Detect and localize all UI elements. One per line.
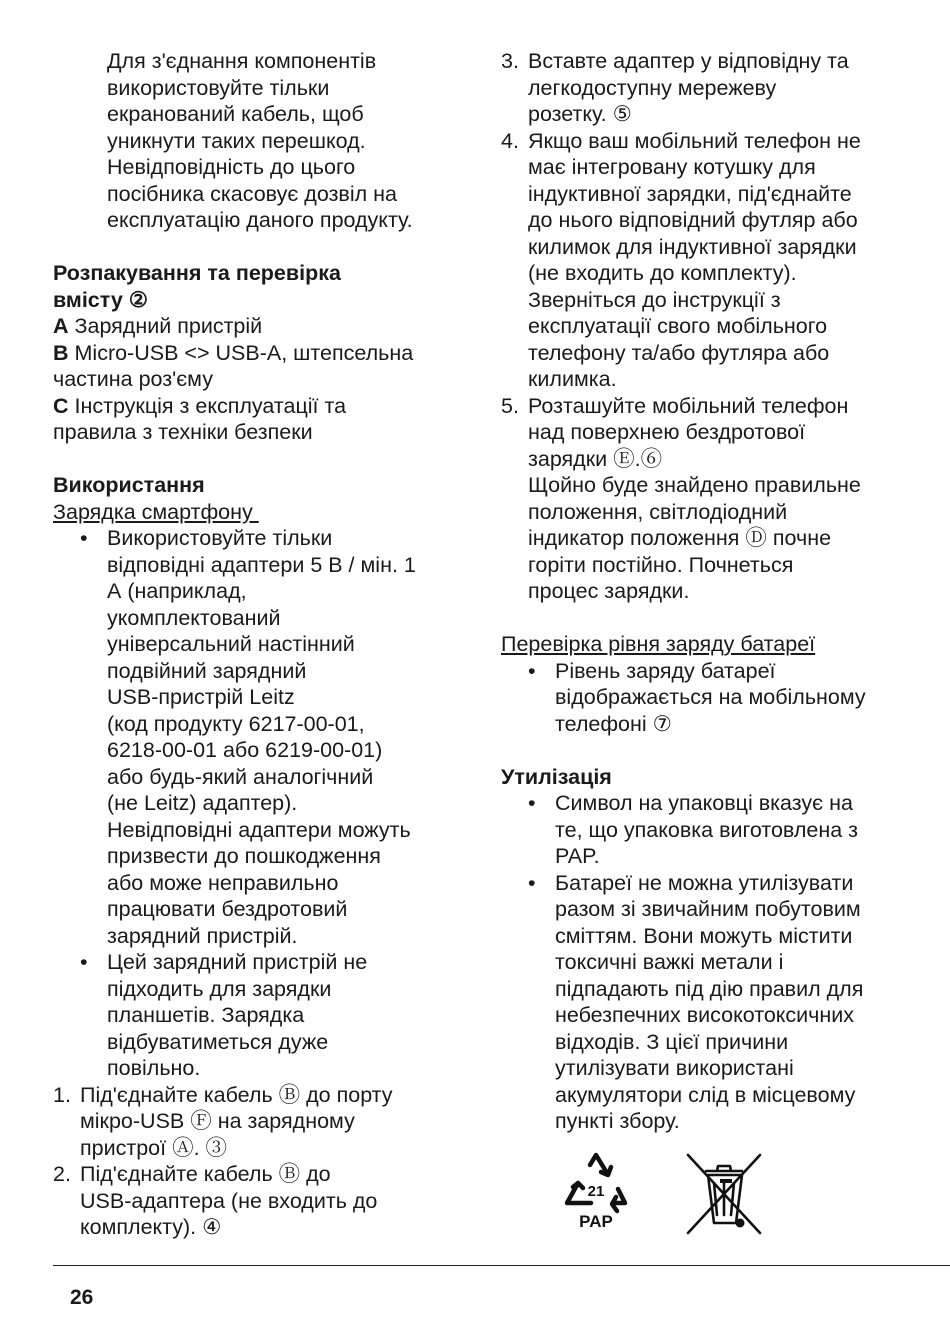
text-line: Невідповідність до цього: [107, 155, 356, 179]
numbered-step: [53, 1082, 458, 1162]
spacer: [501, 737, 911, 764]
item-label: B: [53, 340, 69, 365]
battery-check-section: [501, 631, 911, 737]
text-line: USB-пристрій Leitz: [107, 685, 295, 709]
bullet-item: [501, 870, 911, 1135]
bullet-icon: •: [80, 950, 88, 974]
bullet-icon: •: [528, 658, 536, 683]
text-line: USB-адаптера (не входить до: [80, 1188, 378, 1213]
text-line: комплекту). ④: [80, 1215, 222, 1239]
text-line: телефоні ⑦: [555, 711, 672, 736]
page-number: 26: [70, 1286, 94, 1309]
text-line: сміттям. Вони можуть містити: [555, 923, 853, 948]
recycling-triangle-icon: [563, 1151, 629, 1237]
footer-divider: [53, 1265, 950, 1266]
text-line: правила з техніки безпеки: [53, 420, 313, 444]
step-number: 4.: [501, 128, 519, 153]
text-line: килимка.: [528, 367, 617, 391]
subsection-heading: Перевірка рівня заряду батареї: [501, 632, 816, 656]
text-line: легкодоступну мережеву: [528, 75, 777, 100]
text-line: підпадають під дію правил для: [555, 976, 864, 1001]
text-line: посібника скасовує дозвіл на: [107, 181, 397, 206]
text-line: положення, світлодіодний: [528, 499, 788, 524]
subsection-heading: Зарядка смартфону: [53, 499, 259, 524]
text-line: призвести до пошкодження: [107, 844, 381, 868]
text-line: Для з'єднання компонентів: [107, 49, 377, 73]
text-line: телефону та/або футляра або: [528, 340, 830, 365]
text-line: пристрої Ⓐ. ③: [80, 1135, 228, 1160]
disposal-symbols: [501, 1151, 911, 1241]
text-line: частина роз'єму: [53, 367, 213, 391]
recycle-number: 21: [587, 1182, 605, 1200]
item-label: A: [53, 314, 69, 338]
text-line: універсальний настінний: [107, 632, 355, 656]
section-heading: Використання: [53, 473, 205, 497]
text-line: або будь-який аналогічний: [107, 764, 374, 789]
text-line: подвійний зарядний: [107, 658, 307, 683]
text-line: відповідні адаптери 5 В / мін. 1: [107, 552, 416, 577]
text-line: Під'єднайте кабель Ⓑ до: [80, 1162, 331, 1186]
right-column: [501, 48, 911, 1241]
bullet-item: [53, 525, 458, 949]
text-line: уникнути таких перешкод.: [107, 128, 366, 153]
recycle-label: PAP: [579, 1211, 613, 1231]
section-heading: Утилізація: [501, 764, 612, 789]
bullet-icon: •: [528, 870, 536, 895]
text-line: експлуатацію даного продукту.: [107, 208, 413, 232]
bullet-icon: •: [80, 526, 88, 550]
text-line: Невідповідні адаптери можуть: [107, 817, 411, 842]
text-line: підходить для зарядки: [107, 976, 332, 1001]
text-line: планшетів. Зарядка: [107, 1003, 305, 1027]
numbered-step: [501, 393, 911, 605]
text-line: відходів. З цієї причини: [555, 1029, 789, 1054]
numbered-step: [501, 48, 911, 128]
text-line: Якщо ваш мобільний телефон не: [528, 128, 861, 153]
text-line: мікро-USB Ⓕ на зарядному: [80, 1109, 355, 1133]
text-line: пункті збору.: [555, 1109, 680, 1133]
intro-paragraph: [53, 48, 458, 234]
text-line: (не входить до комплекту).: [528, 261, 797, 285]
text-line: Під'єднайте кабель Ⓑ до порту: [80, 1082, 393, 1107]
spacer: [53, 234, 458, 261]
contents-item-b: [53, 340, 458, 367]
text-line: токсичні важкі метали і: [555, 950, 784, 974]
text-line: експлуатації свого мобільного: [528, 314, 828, 338]
text-line: повільно.: [107, 1056, 201, 1080]
bullet-item: [53, 949, 458, 1082]
bullet-icon: •: [528, 791, 536, 815]
text-line: Вставте адаптер у відповідну та: [528, 49, 849, 73]
text-line: Рівень заряду батареї: [555, 658, 776, 683]
text-line: А (наприклад,: [107, 579, 247, 603]
unpacking-section: [53, 260, 458, 446]
text-line: використовуйте тільки: [107, 75, 330, 100]
step-number: 3.: [501, 49, 519, 73]
text-line: утилізувати використані: [555, 1056, 794, 1080]
text-line: до нього відповідний футляр або: [528, 208, 858, 232]
text-line: Зверніться до інструкції з: [528, 287, 781, 312]
spacer: [501, 605, 911, 632]
disposal-section: [501, 764, 911, 1241]
text-line: Символ на упаковці вказує на: [555, 791, 853, 815]
text-line: або може неправильно: [107, 870, 339, 895]
item-label: C: [53, 393, 69, 418]
text-line: Розташуйте мобільний телефон: [528, 393, 849, 418]
text-line: Батареї не можна утилізувати: [555, 870, 854, 895]
left-column: [53, 48, 458, 1241]
section-heading-line: Розпакування та перевірка: [53, 261, 341, 285]
text-line: акумулятори слід в місцевому: [555, 1082, 856, 1107]
text-line: 6218-00-01 або 6219-00-01): [107, 738, 383, 762]
text-line: екранований кабель, щоб: [107, 102, 364, 126]
step-number: 2.: [53, 1162, 71, 1186]
text-line: розетку. ⑤: [528, 102, 632, 126]
text-line: (код продукту 6217-00-01,: [107, 711, 365, 736]
text-line: зарядний пристрій.: [107, 923, 298, 948]
crossed-out-wheelie-bin-icon: [684, 1153, 764, 1235]
text-line: індикатор положення Ⓓ почне: [528, 526, 832, 550]
text-line: Використовуйте тільки: [107, 526, 333, 550]
contents-item-a: [53, 313, 458, 340]
step-number: 1.: [53, 1082, 71, 1107]
text-line: килимок для індуктивної зарядки: [528, 234, 857, 259]
step-number: 5.: [501, 393, 519, 418]
text-line: має інтегровану котушку для: [528, 155, 816, 179]
text-line: процес зарядки.: [528, 579, 690, 603]
spacer: [53, 446, 458, 473]
item-text: Зарядний пристрій: [68, 314, 263, 338]
text-line: те, що упаковка виготовлена з: [555, 817, 859, 842]
text-line: зарядки Ⓔ.⑥: [528, 446, 663, 471]
text-line: відбуватиметься дуже: [107, 1029, 329, 1054]
text-line: (не Leitz) адаптер).: [107, 791, 298, 815]
item-text: Інструкція з експлуатації та: [68, 393, 347, 418]
text-line: укомплектований: [107, 605, 281, 630]
usage-section: [53, 472, 458, 1241]
text-line: Щойно буде знайдено правильне: [528, 473, 861, 497]
item-text: Micro-USB <> USB-A, штепсельна: [68, 340, 414, 365]
section-heading-line: вмісту ②: [53, 287, 149, 312]
text-line: над поверхнею бездротової: [528, 420, 806, 444]
text-line: працювати бездротовий: [107, 897, 348, 921]
text-line: разом зі звичайним побутовим: [555, 897, 861, 921]
text-line: PAP.: [555, 844, 600, 868]
contents-item-c: [53, 393, 458, 420]
bullet-item: [501, 790, 911, 870]
text-line: індуктивної зарядки, під'єднайте: [528, 181, 852, 206]
text-line: небезпечних високотоксичних: [555, 1003, 855, 1027]
numbered-step: [53, 1161, 458, 1241]
numbered-step: [501, 128, 911, 393]
text-line: горіти постійно. Почнеться: [528, 552, 794, 577]
text-line: Цей зарядний пристрій не: [107, 950, 368, 974]
text-line: відображається на мобільному: [555, 685, 866, 709]
bullet-item: [501, 658, 911, 738]
